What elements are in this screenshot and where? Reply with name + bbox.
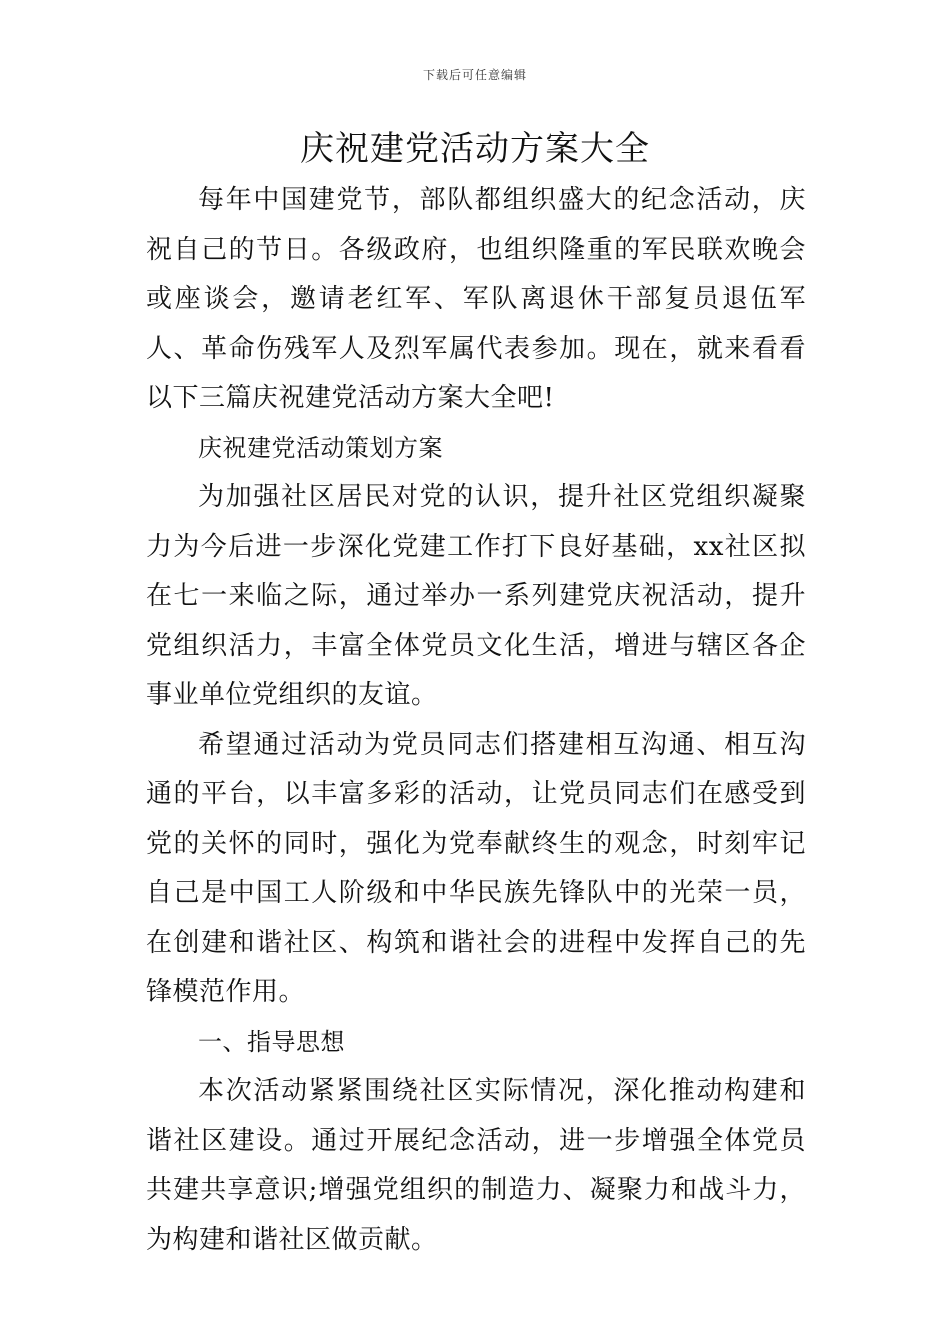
section-heading-plan: 庆祝建党活动策划方案 <box>198 433 443 462</box>
document-title: 庆祝建党活动方案大全 <box>300 129 650 169</box>
paragraph-intro: 每年中国建党节，部队都组织盛大的纪念活动，庆祝自己的节日。各级政府，也组织隆重的军民联欢晚会或座谈会，邀请老红军、军队离退休干部复员退伍军人、革命伤残军人及烈军属代表参加。现在，就来看看以下三篇庆祝建党活动方案大全吧! <box>146 185 806 413</box>
header-note: 下载后可任意编辑 <box>422 68 527 82</box>
paragraph-purpose: 为加强社区居民对党的认识，提升社区党组织凝聚力为今后进一步深化党建工作打下良好基础，xx社区拟在七一来临之际，通过举办一系列建党庆祝活动，提升党组织活力，丰富全体党员文化生活，增进与辖区各企事业单位党组织的友谊。 <box>146 482 806 710</box>
document-body <box>146 176 806 1265</box>
paragraph-guiding-idea: 本次活动紧紧围绕社区实际情况，深化推动构建和谐社区建设。通过开展纪念活动，进一步增强全体党员共建共享意识;增强党组织的制造力、凝聚力和战斗力，为构建和谐社区做贡献。 <box>146 1076 806 1255</box>
paragraph-hope: 希望通过活动为党员同志们搭建相互沟通、相互沟通的平台，以丰富多彩的活动，让党员同志们在感受到党的关怀的同时，强化为党奉献终生的观念，时刻牢记自己是中国工人阶级和中华民族先锋队中的光荣一员，在创建和谐社区、构筑和谐社会的进程中发挥自己的先锋模范作用。 <box>146 729 806 1007</box>
section-heading-guiding-idea: 一、指导思想 <box>198 1027 345 1056</box>
